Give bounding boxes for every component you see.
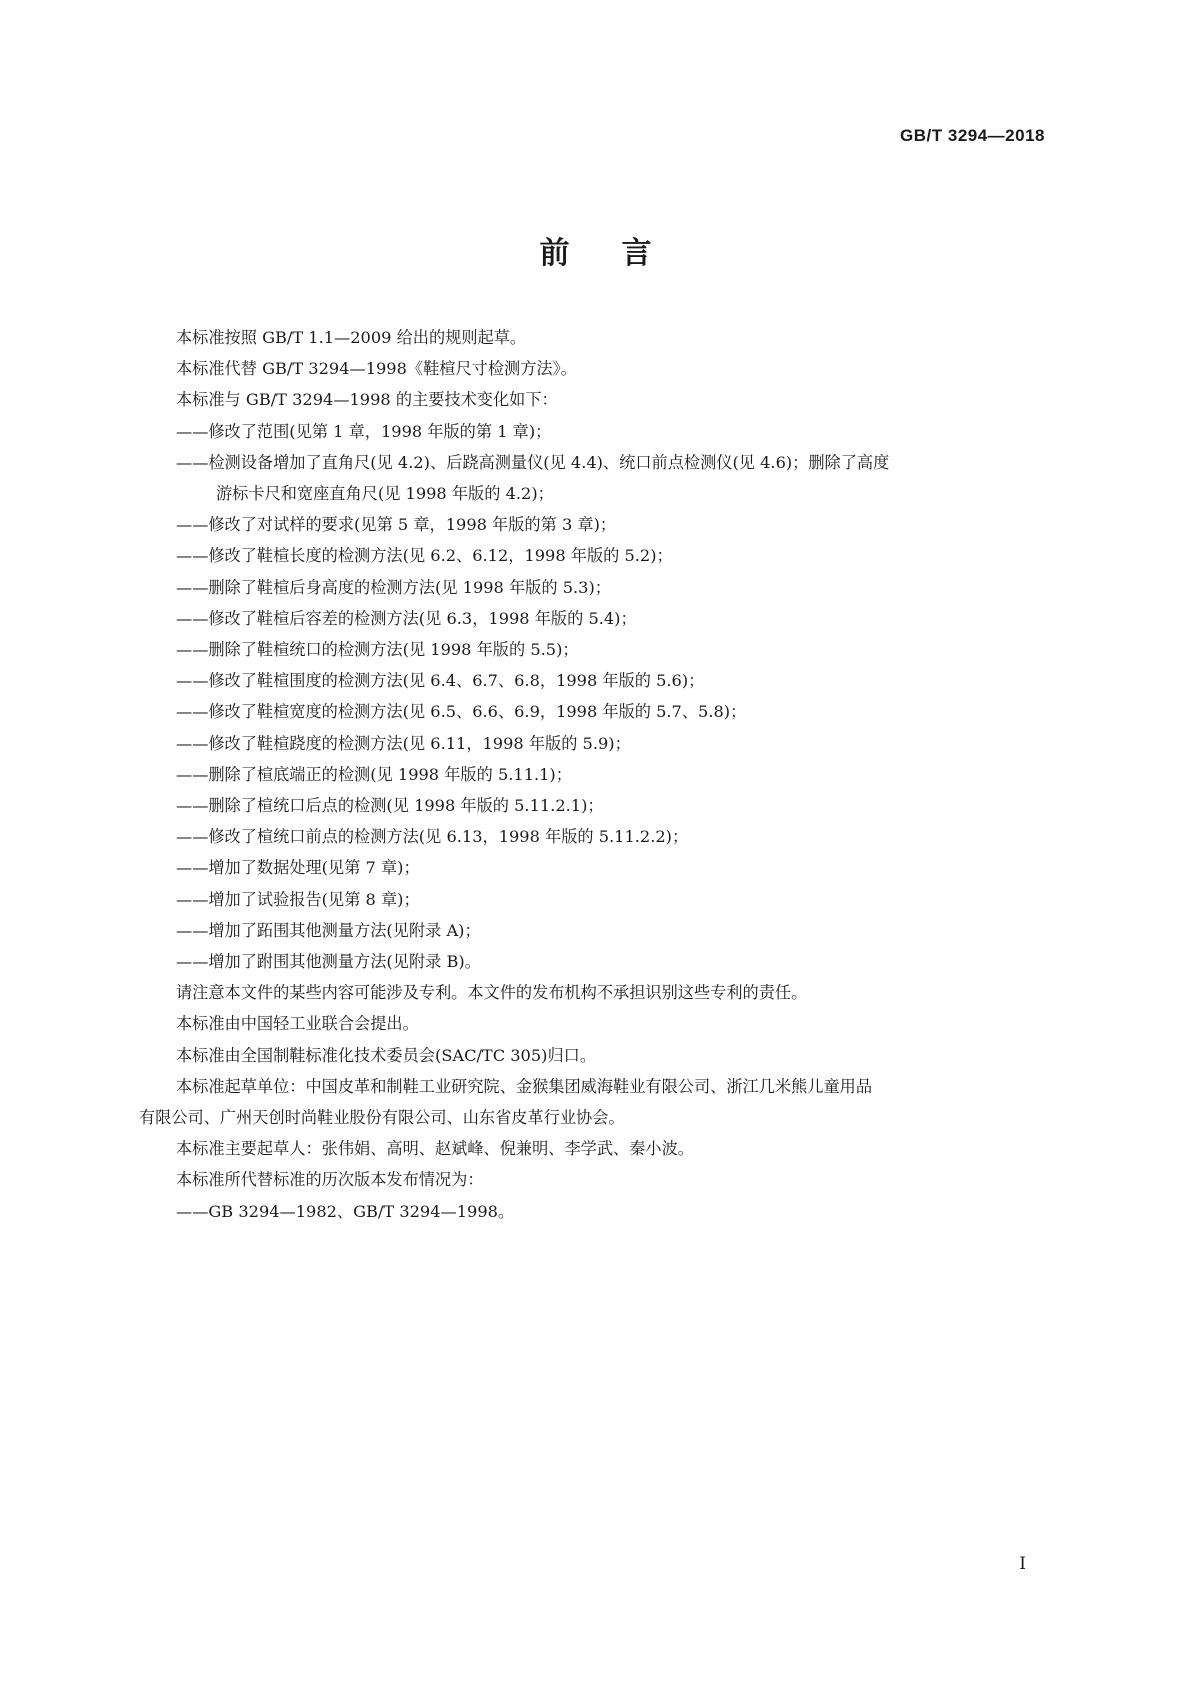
paragraph-replaces: 本标准代替 GB/T 3294—1998《鞋楦尺寸检测方法》。 <box>176 359 577 379</box>
paragraph-changes-intro: 本标准与 GB/T 3294—1998 的主要技术变化如下： <box>176 390 558 410</box>
change-item-continuation: 游标卡尺和宽座直角尺(见 1998 年版的 4.2)； <box>216 484 554 504</box>
standard-code: GB/T 3294—2018 <box>900 126 1045 145</box>
change-item: ——删除了楦统口后点的检测(见 1998 年版的 5.11.2.1)； <box>176 796 604 816</box>
change-item: ——增加了数据处理(见第 7 章)； <box>176 858 420 878</box>
change-item: ——修改了范围(见第 1 章，1998 年版的第 1 章)； <box>176 421 552 441</box>
page-number: I <box>1019 1554 1026 1574</box>
change-item: ——修改了鞋楦长度的检测方法(见 6.2、6.12，1998 年版的 5.2)； <box>176 546 673 566</box>
change-item: ——修改了鞋楦后容差的检测方法(见 6.3，1998 年版的 5.4)； <box>176 608 637 628</box>
change-item: ——修改了鞋楦跷度的检测方法(见 6.11，1998 年版的 5.9)； <box>176 733 631 753</box>
change-item: ——修改了鞋楦宽度的检测方法(见 6.5、6.6、6.9，1998 年版的 5.7、5.8)； <box>176 702 747 722</box>
page-title: 前言 <box>539 236 704 271</box>
change-item: ——检测设备增加了直角尺(见 4.2)、后跷高测量仪(见 4.4)、统口前点检测仪(见 4.6)；删除了高度 <box>176 452 890 472</box>
change-item: ——增加了跗围其他测量方法(见附录 B)。 <box>176 952 481 972</box>
change-item: ——修改了楦统口前点的检测方法(见 6.13，1998 年版的 5.11.2.2)； <box>176 827 689 847</box>
change-item: ——修改了对试样的要求(见第 5 章，1998 年版的第 3 章)； <box>176 515 617 535</box>
change-item: ——增加了试验报告(见第 8 章)； <box>176 889 420 909</box>
change-item: ——删除了楦底端正的检测(见 1998 年版的 5.11.1)； <box>176 764 572 784</box>
previous-editions-item: ——GB 3294—1982、GB/T 3294—1998。 <box>176 1201 515 1221</box>
paragraph-technical-committee: 本标准由全国制鞋标准化技术委员会(SAC/TC 305)归口。 <box>176 1045 597 1065</box>
change-item: ——修改了鞋楦围度的检测方法(见 6.4、6.7、6.8，1998 年版的 5.6)； <box>176 671 705 691</box>
paragraph-drafting-units: 本标准起草单位：中国皮革和制鞋工业研究院、金猴集团威海鞋业有限公司、浙江几米熊儿童用品 <box>176 1076 873 1096</box>
paragraph-patent-notice: 请注意本文件的某些内容可能涉及专利。本文件的发布机构不承担识别这些专利的责任。 <box>176 983 808 1003</box>
paragraph-previous-editions: 本标准所代替标准的历次版本发布情况为： <box>176 1170 484 1190</box>
change-item: ——删除了鞋楦统口的检测方法(见 1998 年版的 5.5)； <box>176 640 579 660</box>
foreword-body <box>139 322 1056 1227</box>
paragraph-proposer: 本标准由中国轻工业联合会提出。 <box>176 1014 419 1034</box>
change-item: ——增加了跖围其他测量方法(见附录 A)； <box>176 920 481 940</box>
paragraph-drafting-units-continuation: 有限公司、广州天创时尚鞋业股份有限公司、山东省皮革行业协会。 <box>139 1108 625 1128</box>
change-item: ——删除了鞋楦后身高度的检测方法(见 1998 年版的 5.3)； <box>176 577 611 597</box>
paragraph-drafters: 本标准主要起草人：张伟娟、高明、赵斌峰、倪兼明、李学武、秦小波。 <box>176 1139 694 1159</box>
paragraph-drafting-rules: 本标准按照 GB/T 1.1—2009 给出的规则起草。 <box>176 328 527 347</box>
